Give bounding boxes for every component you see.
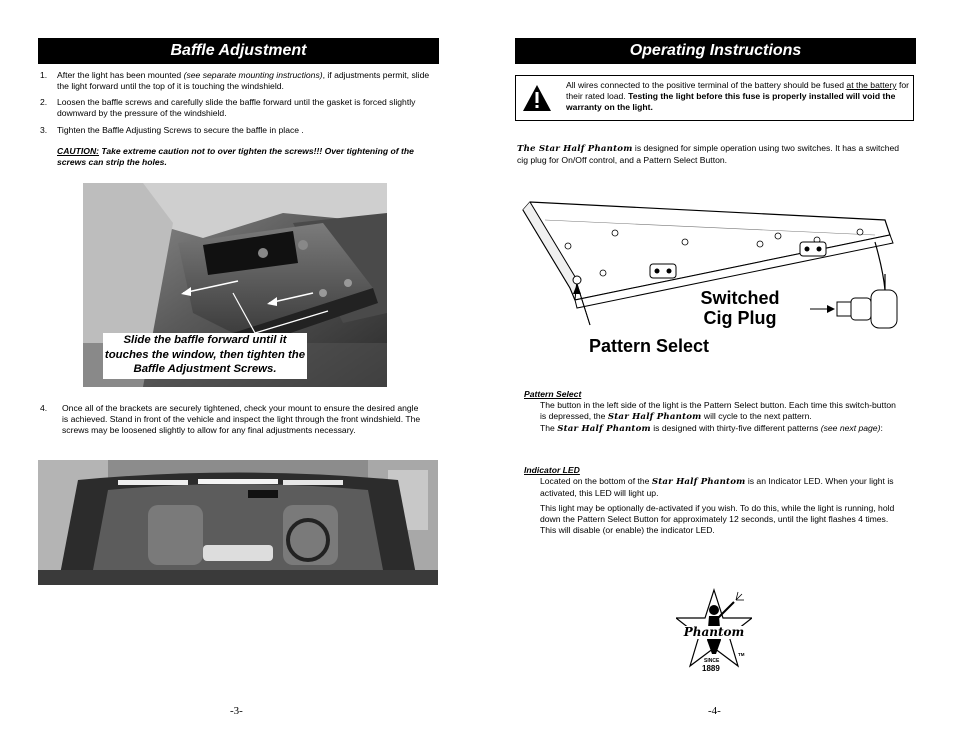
pattern-select-text: The button in the left side of the light is the Pattern Select button. Each time this switch-button is depressed, the Star Half Phantom will cycle to the next pattern. The Star Half Phantom is designed with thirty-five different patterns (see next page): <box>540 400 896 435</box>
baffle-adjustment-photo <box>83 183 387 387</box>
step-1-text: After the light has been mounted (see separate mounting instructions), if adjustments permit, slide the light forward until the top of it is touching the windshield. <box>57 70 430 92</box>
pattern-select-heading: Pattern Select <box>524 389 582 399</box>
step-4-number: 4. <box>40 403 48 413</box>
step-1-number: 1. <box>40 70 48 80</box>
pattern-select-label: Pattern Select <box>589 336 710 356</box>
caution-note: CAUTION: Take extreme caution not to over tighten the screws!!! Over tightening of the screws can strip the holes. <box>57 146 414 168</box>
step-2-text: Loosen the baffle screws and carefully slide the baffle forward until the gasket is forced slightly downward by the pressure of the windshield. <box>57 97 416 119</box>
indicator-led-heading: Indicator LED <box>524 465 580 475</box>
logo-trademark: TM <box>738 652 745 657</box>
indicator-led-text: Located on the bottom of the Star Half Phantom is an Indicator LED. When your light is activated, this LED will light up. <box>540 476 894 499</box>
warning-text: All wires connected to the positive terminal of the battery should be fused at the battery for their rated load. Testing the light before this fuse is properly installed will void the warranty on the light. <box>566 80 910 113</box>
baffle-adjustment-heading: Baffle Adjustment <box>38 38 439 64</box>
operating-instructions-heading: Operating Instructions <box>515 38 916 64</box>
logo-year: 1889 <box>702 664 720 673</box>
step-3-number: 3. <box>40 125 48 135</box>
page-number-left: -3- <box>230 705 243 717</box>
windshield-photo-illustration <box>38 460 438 585</box>
step-4-text: Once all of the brackets are securely tightened, check your mount to ensure the desired angle is achieved. Stand in front of the vehicle and inspect the light through the front windshield. The screws may be loosened slightly to allow for any final adjustments necessary. <box>62 403 421 436</box>
intro-paragraph: The Star Half Phantom is designed for simple operation using two switches. It has a switched cig plug for On/Off control, and a Pattern Select Button. <box>517 143 900 166</box>
baffle-photo-caption: Slide the baffle forward until it touches the window, then tighten the Baffle Adjustment Screws. <box>103 333 307 379</box>
step-3-text: Tighten the Baffle Adjusting Screws to secure the baffle in place . <box>57 125 304 135</box>
warning-triangle-icon <box>522 84 552 112</box>
logo-wordmark: Phantom <box>678 626 750 639</box>
step-2-number: 2. <box>40 97 48 107</box>
warning-box <box>515 75 914 121</box>
page-number-right: -4- <box>708 705 721 717</box>
switched-cig-plug-label: Switched Cig Plug <box>700 288 780 328</box>
logo-since: SINCE <box>704 658 720 664</box>
phantom-logo <box>676 588 752 676</box>
windshield-photo <box>38 460 438 585</box>
indicator-led-disable-text: This light may be optionally de-activated if you wish. To do this, while the light is running, hold down the Pattern Select Button for approximately 12 seconds, until the light flashes 4 times. This will disable (or enable) the indicator LED. <box>540 503 895 536</box>
light-bar-diagram <box>515 180 915 380</box>
